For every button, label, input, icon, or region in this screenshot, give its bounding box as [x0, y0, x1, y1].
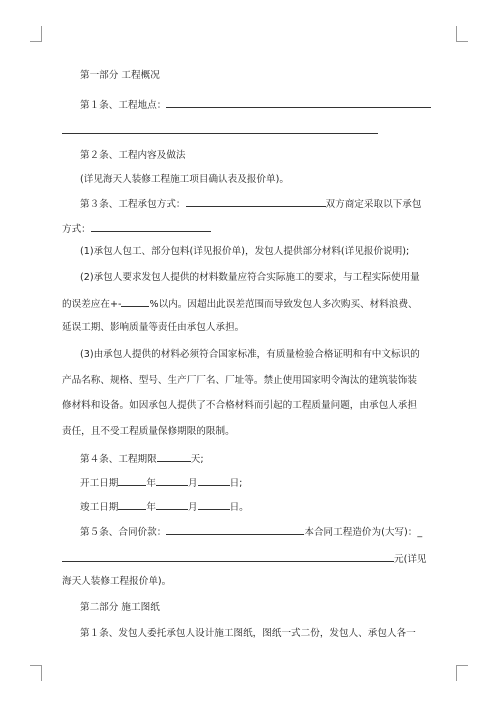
- end-date-label: 竣工日期: [80, 502, 119, 513]
- item3-line3: 修材料和设备。如因承包人提供了不合格材料而引起的工程质量问题，由承包人承担: [62, 400, 417, 411]
- article5-label: 第５条、合同价款：: [80, 527, 167, 538]
- item2-line3: 延误工期、影响质量等责任由承包人承担。: [62, 322, 245, 333]
- item2-line2: [62, 296, 442, 312]
- part2-title: 第二部分 施工图纸: [80, 602, 160, 613]
- article5-yuan: 元(详见: [394, 554, 427, 565]
- start-month-unit: 月: [187, 478, 198, 489]
- item1: (1)承包人包工、部分包料(详见报价单)，发包人提供部分材料(详见报价说明);: [80, 246, 410, 257]
- end-month-blank[interactable]: [156, 499, 188, 510]
- end-day-unit: 日。: [229, 502, 249, 513]
- crop-mark-top-left: [30, 26, 42, 42]
- item3-line2: 产品名称、规格、型号、生产厂厂名、厂址等。禁止使用国家明令淘汰的建筑装饰装: [62, 375, 417, 386]
- end-month-unit: 月: [187, 502, 198, 513]
- article1-line: [62, 97, 460, 113]
- crop-mark-bottom-left: [30, 665, 42, 681]
- article3-continued: [62, 221, 442, 237]
- start-year-unit: 年: [146, 478, 156, 489]
- item2-line2-b: %以内。因超出此误差范围而导致发包人多次购买、材料浪费、: [149, 299, 418, 310]
- article4-label: 第４条、工程期限: [80, 454, 157, 465]
- part2-article1: 第１条、发包人委托承包人设计施工图纸，图纸一式二份，发包人、承包人各一: [80, 628, 416, 639]
- start-date-label: 开工日期: [80, 478, 119, 489]
- article5-line: [62, 524, 460, 540]
- article5-mid: 本合同工程造价为(大写)：: [304, 527, 418, 538]
- location-blank[interactable]: [166, 97, 431, 108]
- article1-label: 第１条、工程地点：: [80, 100, 167, 111]
- article4-line: [62, 451, 460, 467]
- start-year-blank[interactable]: [118, 475, 146, 486]
- article3-line: [62, 196, 460, 212]
- article5-amount-line: [62, 551, 442, 567]
- contract-method-blank[interactable]: [186, 196, 326, 207]
- item2-line1: (2)承包人要求发包人提供的材料数量应符合实际施工的要求，与工程实际使用量: [80, 272, 420, 283]
- item3-line1: (3)由承包人提供的材料必须符合国家标准，有质量检验合格证明和有中文标识的: [80, 349, 420, 360]
- article5-tail: _: [417, 527, 423, 538]
- method-blank[interactable]: [91, 221, 211, 232]
- part1-title: 第一部分 工程概况: [80, 70, 160, 81]
- tolerance-blank[interactable]: [121, 296, 149, 307]
- end-date-line: [62, 499, 460, 515]
- article3-suffix: 双方商定采取以下承包: [325, 199, 422, 210]
- location-blank-continued[interactable]: [62, 133, 378, 134]
- amount-in-words-blank[interactable]: [62, 551, 394, 562]
- end-day-blank[interactable]: [198, 499, 230, 510]
- item2-line2-a: 的误差应在+-: [62, 299, 122, 310]
- article3-label: 第３条、工程承包方式：: [80, 199, 186, 210]
- article2-note: (详见海天人装修工程施工项目确认表及报价单)。: [80, 174, 289, 185]
- start-month-blank[interactable]: [156, 475, 188, 486]
- start-day-unit: 日;: [229, 478, 243, 489]
- crop-mark-top-right: [456, 26, 468, 42]
- article4-unit: 天;: [190, 454, 204, 465]
- end-year-unit: 年: [146, 502, 156, 513]
- contract-price-blank[interactable]: [166, 524, 304, 535]
- end-year-blank[interactable]: [118, 499, 146, 510]
- duration-blank[interactable]: [157, 451, 191, 462]
- article2-label: 第２条、工程内容及做法: [80, 150, 186, 161]
- article3-cont-label: 方式：: [62, 224, 91, 235]
- crop-mark-bottom-right: [456, 665, 468, 681]
- start-day-blank[interactable]: [198, 475, 230, 486]
- start-date-line: [62, 475, 460, 491]
- item3-line4: 责任，且不受工程质量保修期限的限制。: [62, 426, 235, 437]
- article5-continued: 海天人装修工程报价单)。: [62, 576, 172, 587]
